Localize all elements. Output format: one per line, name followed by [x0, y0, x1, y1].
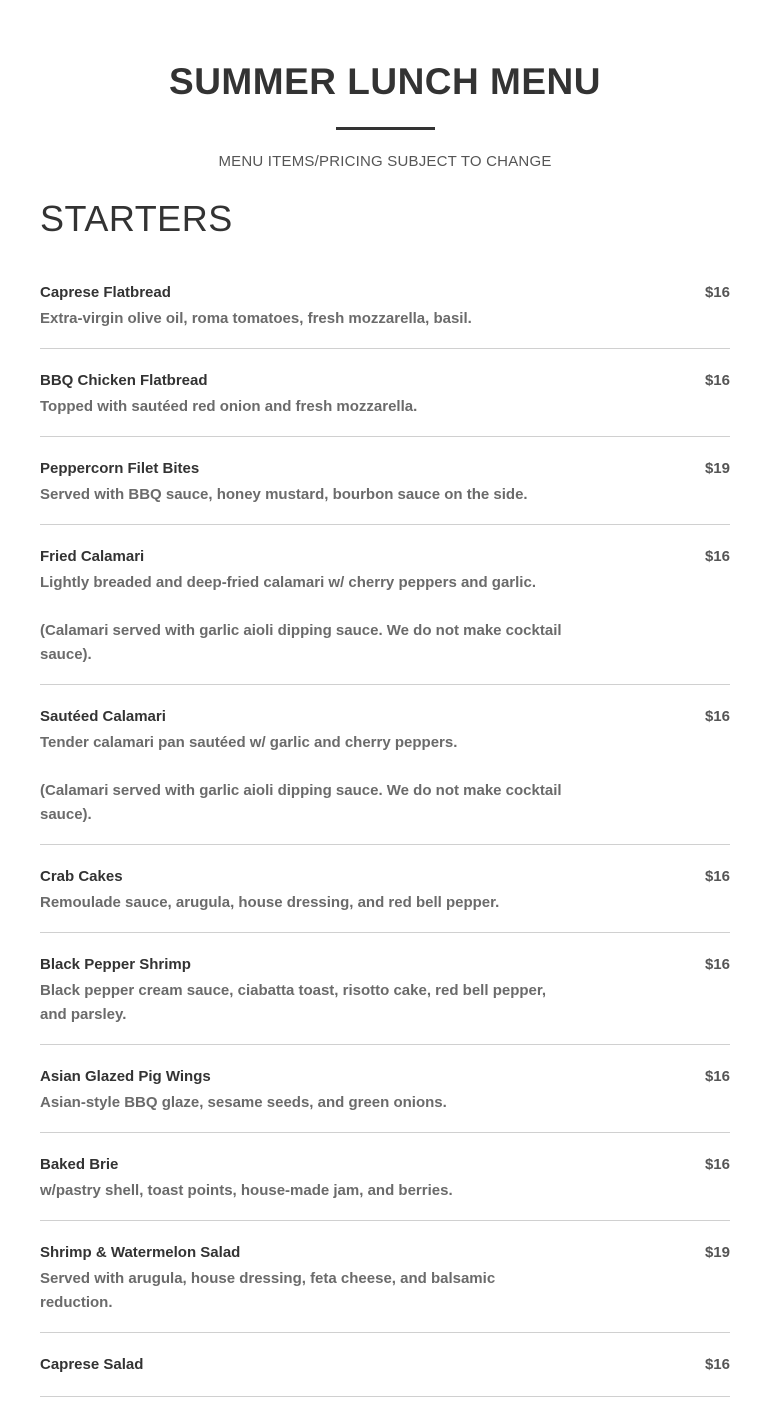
item-name: Caprese Flatbread	[40, 284, 171, 301]
starters-item-list	[40, 281, 730, 1417]
item-name: Crab Cakes	[40, 868, 123, 885]
item-name: Baked Brie	[40, 1156, 119, 1173]
item-description: Tender calamari pan sautéed w/ garlic and cherry peppers.	[40, 734, 458, 751]
item-name: Sautéed Calamari	[40, 708, 166, 725]
item-price: $16	[704, 1156, 730, 1173]
menu-item	[40, 545, 730, 685]
item-note: (Calamari served with garlic aioli dipping sauce. We do not make cocktail sauce).	[40, 622, 562, 663]
item-price: $19	[704, 1244, 730, 1261]
item-price: $16	[704, 708, 730, 725]
section-heading-starters: STARTERS	[40, 198, 233, 239]
menu-item	[40, 369, 730, 437]
item-price: $16	[704, 372, 730, 389]
menu-item	[40, 1353, 730, 1397]
item-price: $16	[704, 956, 730, 973]
item-description: Extra-virgin olive oil, roma tomatoes, fresh mozzarella, basil.	[40, 310, 472, 327]
title-divider	[336, 127, 435, 130]
item-description: w/pastry shell, toast points, house-made jam, and berries.	[40, 1182, 453, 1199]
item-description: Served with arugula, house dressing, feta cheese, and balsamic reduction.	[40, 1270, 496, 1311]
item-price: $16	[704, 868, 730, 885]
item-name: BBQ Chicken Flatbread	[40, 372, 208, 389]
menu-item	[40, 1241, 730, 1333]
item-price: $16	[704, 284, 730, 301]
item-name: Shrimp & Watermelon Salad	[40, 1244, 241, 1261]
menu-item	[40, 705, 730, 845]
item-name: Fried Calamari	[40, 548, 145, 565]
item-name: Black Pepper Shrimp	[40, 956, 191, 973]
menu-subtitle: MENU ITEMS/PRICING SUBJECT TO CHANGE	[218, 153, 552, 170]
item-description: Remoulade sauce, arugula, house dressing, and red bell pepper.	[40, 894, 500, 911]
item-price: $16	[704, 1356, 730, 1373]
item-description: Asian-style BBQ glaze, sesame seeds, and green onions.	[40, 1094, 447, 1111]
menu-item	[40, 457, 730, 525]
menu-item	[40, 281, 730, 349]
item-description: Black pepper cream sauce, ciabatta toast, risotto cake, red bell pepper, and parsley.	[40, 982, 547, 1023]
item-name: Asian Glazed Pig Wings	[40, 1068, 211, 1085]
menu-item	[40, 865, 730, 933]
item-description: Lightly breaded and deep-fried calamari w/ cherry peppers and garlic.	[40, 574, 536, 591]
item-description: Topped with sautéed red onion and fresh mozzarella.	[40, 398, 418, 415]
item-description: Served with BBQ sauce, honey mustard, bourbon sauce on the side.	[40, 486, 528, 503]
menu-item	[40, 1153, 730, 1221]
item-note: (Calamari served with garlic aioli dipping sauce. We do not make cocktail sauce).	[40, 782, 562, 823]
item-price: $16	[704, 1068, 730, 1085]
menu-item	[40, 953, 730, 1045]
item-price: $19	[704, 460, 730, 477]
item-price: $16	[704, 548, 730, 565]
menu-title: SUMMER LUNCH MENU	[169, 61, 601, 102]
item-name: Caprese Salad	[40, 1356, 144, 1373]
item-name: Peppercorn Filet Bites	[40, 460, 200, 477]
menu-item	[40, 1065, 730, 1133]
